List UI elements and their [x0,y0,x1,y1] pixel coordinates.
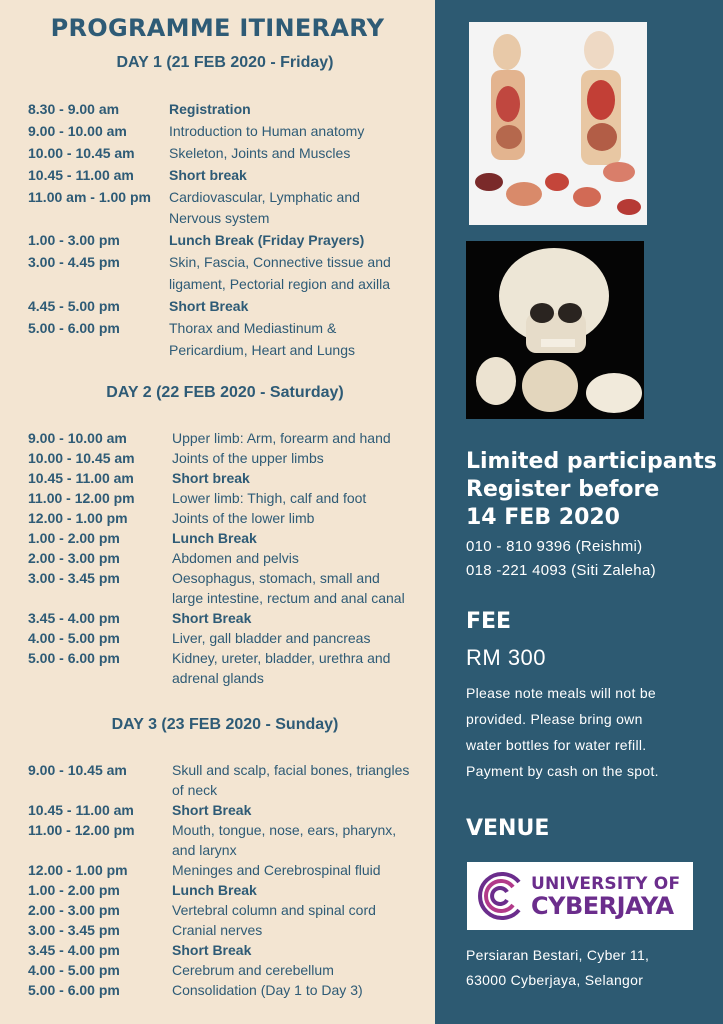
day2-heading: DAY 2 (22 FEB 2020 - Saturday) [106,384,344,401]
schedule-time: 10.45 - 11.00 am [28,802,134,818]
schedule-time: 8.30 - 9.00 am [28,101,120,117]
schedule-time: 3.00 - 4.45 pm [28,254,120,271]
schedule-activity: Joints of the lower limb [172,510,315,526]
fee-amount: RM 300 [466,645,547,670]
fee-note-line-1: Please note meals will not be [466,685,657,701]
schedule-activity: Introduction to Human anatomy [169,122,365,139]
schedule-activity: Short break [172,470,250,486]
schedule-time: 1.00 - 3.00 pm [28,232,120,249]
schedule-time: 12.00 - 1.00 pm [28,510,128,526]
schedule-activity: Vertebral column and spinal cord [172,902,376,918]
schedule-time: 4.00 - 5.00 pm [28,630,120,646]
schedule-time: 3.45 - 4.00 pm [28,610,120,626]
schedule-activity: Skull and scalp, facial bones, triangles [172,762,410,778]
schedule-time: 4.45 - 5.00 pm [28,298,120,315]
schedule-time: 11.00 am - 1.00 pm [28,188,151,205]
venue-heading: VENUE [466,816,550,841]
schedule-activity: Thorax and Mediastinum & [169,320,337,336]
schedule-activity: Skin, Fascia, Connective tissue and [169,254,391,271]
schedule-time: 5.00 - 6.00 pm [28,650,120,666]
contact-phone-2: 018 -221 4093 (Siti Zaleha) [466,562,656,579]
schedule-activity: Abdomen and pelvis [172,550,299,566]
schedule-time: 9.00 - 10.45 am [28,762,127,778]
schedule-activity: Joints of the upper limbs [172,450,324,466]
schedule-activity-continued: and larynx [172,842,237,858]
fee-note-line-4: Payment by cash on the spot. [466,763,659,779]
schedule-time: 9.00 - 10.00 am [28,122,127,139]
schedule-time: 9.00 - 10.00 am [28,430,127,446]
schedule-time: 10.45 - 11.00 am [28,166,134,183]
schedule-time: 10.00 - 10.45 am [28,144,135,161]
schedule-activity: Short break [169,166,247,183]
schedule-activity: Lunch Break [172,530,257,546]
schedule-activity-continued: adrenal glands [172,670,264,686]
schedule-activity: Lunch Break [172,882,257,898]
fee-note-line-3: water bottles for water refill. [466,737,647,753]
schedule-activity-continued: of neck [172,782,218,798]
day3-heading: DAY 3 (23 FEB 2020 - Sunday) [111,716,339,733]
contact-phone-1: 010 - 810 9396 (Reishmi) [466,538,643,555]
schedule-activity: Consolidation (Day 1 to Day 3) [172,982,363,998]
schedule-activity: Meninges and Cerebrospinal fluid [172,862,381,878]
schedule-time: 5.00 - 6.00 pm [28,320,120,336]
anatomy-torso-image [469,22,647,225]
page-title: PROGRAMME ITINERARY [50,14,385,42]
fee-note-line-2: provided. Please bring own [466,711,643,727]
schedule-activity: Registration [169,101,251,117]
schedule-activity: Short Break [172,802,252,818]
day1-heading: DAY 1 (21 FEB 2020 - Friday) [116,54,334,71]
skull-image [466,241,644,419]
venue-address-line-1: Persiaran Bestari, Cyber 11, [466,947,650,963]
register-before-text: Register before [466,477,660,502]
schedule-time: 4.00 - 5.00 pm [28,962,120,978]
schedule-activity: Cerebrum and cerebellum [172,962,334,978]
schedule-time: 5.00 - 6.00 pm [28,982,120,998]
schedule-activity-continued: large intestine, rectum and anal canal [172,590,405,606]
schedule-activity: Lower limb: Thigh, calf and foot [172,490,367,506]
schedule-time: 12.00 - 1.00 pm [28,862,128,878]
schedule-time: 11.00 - 12.00 pm [28,822,135,838]
schedule-activity: Short Break [172,942,252,958]
schedule-time: 11.00 - 12.00 pm [28,490,135,506]
university-logo [467,862,693,930]
schedule-time: 3.45 - 4.00 pm [28,942,120,958]
schedule-time: 1.00 - 2.00 pm [28,530,120,546]
schedule-activity: Mouth, tongue, nose, ears, pharynx, [172,822,397,838]
schedule-activity-continued: Pericardium, Heart and Lungs [169,341,355,358]
schedule-time: 10.00 - 10.45 am [28,450,135,466]
schedule-time: 1.00 - 2.00 pm [28,882,120,898]
schedule-activity: Kidney, ureter, bladder, urethra and [172,650,391,666]
schedule-activity: Short Break [172,610,252,626]
schedule-activity: Cranial nerves [172,922,263,938]
schedule-activity: Lunch Break (Friday Prayers) [169,232,365,249]
logo-text-cyberjaya: CYBERJAYA [531,892,674,920]
schedule-activity: Liver, gall bladder and pancreas [172,630,371,646]
schedule-time: 2.00 - 3.00 pm [28,550,120,566]
limited-participants-text: Limited participants [466,449,717,474]
venue-address-line-2: 63000 Cyberjaya, Selangor [466,972,644,988]
schedule-activity: Skeleton, Joints and Muscles [169,144,351,161]
logo-text-university-of: UNIVERSITY OF [531,874,681,894]
schedule-time: 3.00 - 3.45 pm [28,922,120,938]
schedule-time: 10.45 - 11.00 am [28,470,134,486]
schedule-time: 3.00 - 3.45 pm [28,570,120,586]
schedule-activity-continued: ligament, Pectorial region and axilla [169,276,391,293]
schedule-activity: Upper limb: Arm, forearm and hand [172,430,391,446]
schedule-activity: Oesophagus, stomach, small and [172,570,380,586]
schedule-activity: Short Break [169,298,249,315]
schedule-activity: Cardiovascular, Lymphatic and [169,188,360,205]
fee-heading: FEE [466,609,512,634]
schedule-time: 2.00 - 3.00 pm [28,902,120,918]
register-deadline: 14 FEB 2020 [466,505,620,530]
university-logo-icon [475,870,527,922]
schedule-activity-continued: Nervous system [169,210,270,227]
